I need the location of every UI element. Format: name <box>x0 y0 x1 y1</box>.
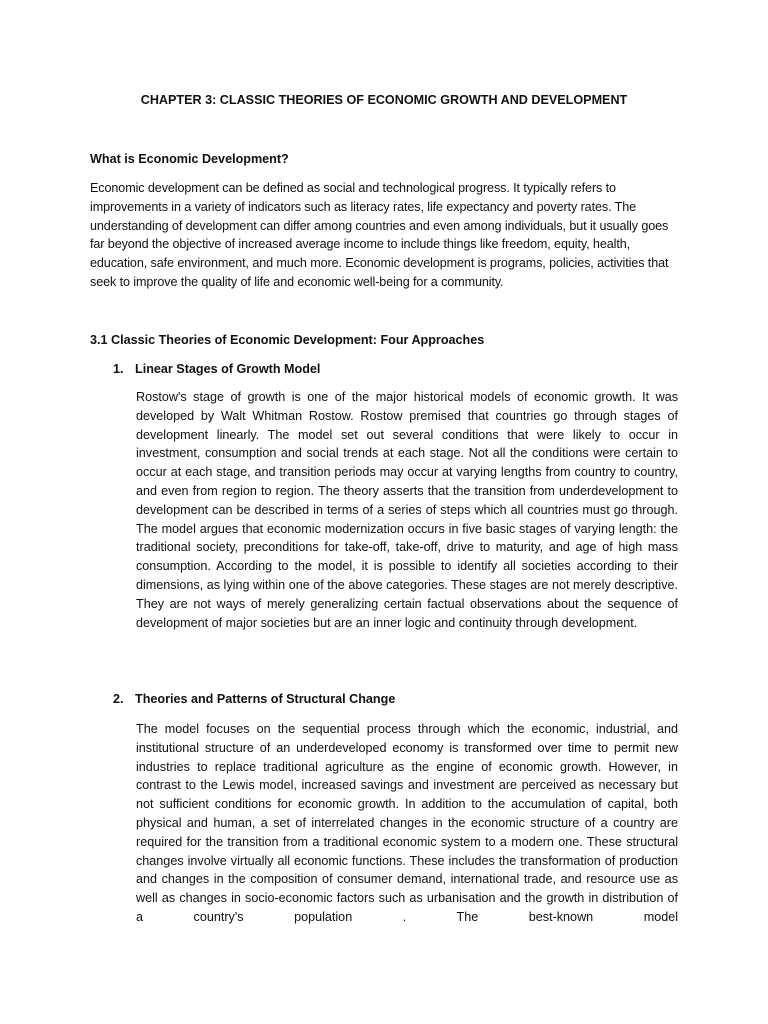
chapter-title: CHAPTER 3: CLASSIC THEORIES OF ECONOMIC GROWTH AND DEVELOPMENT <box>140 93 628 107</box>
list-item-2-title <box>113 692 395 706</box>
list-item-1-title-text: Linear Stages of Growth Model <box>135 362 321 376</box>
intro-heading: What is Economic Development? <box>90 152 289 166</box>
list-item-2-paragraph: The model focuses on the sequential process through which the economic, industrial, and institutional structure of an underdeveloped economy is transformed over time to permit new industries to replace traditional agriculture as the engine of economic growth. However, in contrast to the Lewis model, increased savings and investment are perceived as necessary but not sufficient conditions for economic growth. In addition to the accumulation of capital, both physical and human, a set of interrelated changes in the economic structure of a country are required for the transition from a traditional economic system to a modern one. These structural changes involve virtually all economic functions. These includes the transformation of production and changes in the composition of consumer demand, international trade, and resource use as well as changes in socio-economic factors such as urbanisation and the growth in distribution of a country's population . The best-known model <box>136 722 678 924</box>
list-item-1-paragraph: Rostow's stage of growth is one of the major historical models of economic growth. It was developed by Walt Whitman Rostow. Rostow premised that countries go through stages of development linearly. The model set out several conditions that were likely to occur in investment, consumption and social trends at each stage. Not all the conditions were certain to occur at each stage, and transition periods may occur at varying lengths from country to country, and even from region to region. The theory asserts that the transition from underdevelopment to development can be described in terms of a series of steps which all countries must go through. The model argues that economic modernization occurs in five basic stages of varying length: the traditional society, preconditions for take-off, take-off, drive to maturity, and age of high mass consumption. According to the model, it is possible to identify all societies according to their dimensions, as lying within one of the above categories. These stages are not merely descriptive. They are not ways of merely generalizing certain factual observations about the sequence of development of major societies but are an inner logic and continuity through development. <box>136 390 678 630</box>
list-item-1-title <box>113 362 320 376</box>
list-item-1-number: 1. <box>113 362 124 376</box>
intro-paragraph: Economic development can be defined as social and technological progress. It typically refers to improvements in a variety of indicators such as literacy rates, life expectancy and poverty rates. The understanding of development can differ among countries and even among individuals, but it usually goes far beyond the objective of increased average income to include things like freedom, equity, health, education, safe environment, and much more. Economic development is programs, policies, activities that seek to improve the quality of life and economic well-being for a community. <box>90 181 669 289</box>
section-3-1-heading: 3.1 Classic Theories of Economic Development: Four Approaches <box>90 333 485 347</box>
list-item-2-title-text: Theories and Patterns of Structural Change <box>135 692 396 706</box>
list-item-2-number: 2. <box>113 692 124 706</box>
